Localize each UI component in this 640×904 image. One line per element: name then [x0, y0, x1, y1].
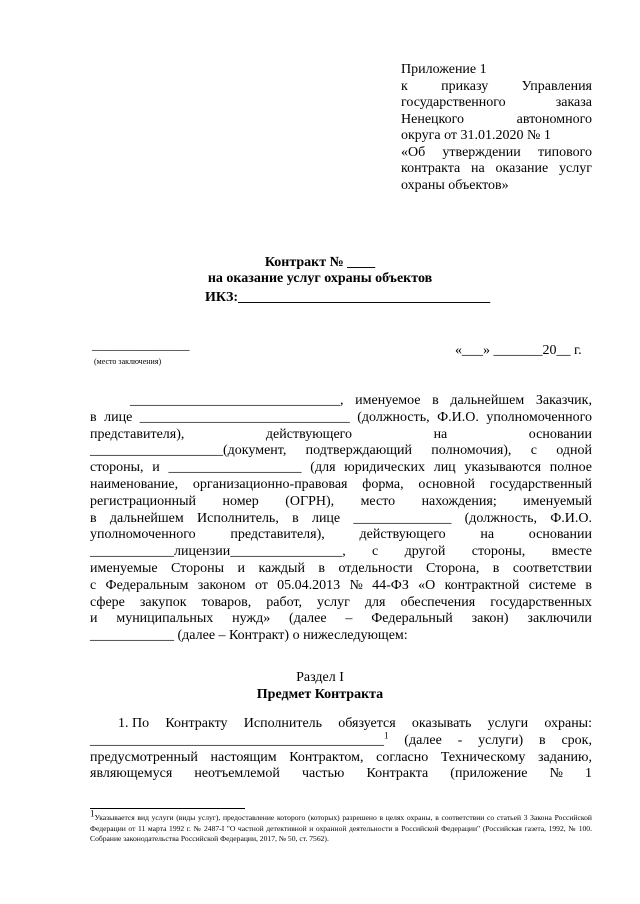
word: уполномоченного [90, 527, 196, 543]
section-number: Раздел I [296, 670, 344, 685]
word: согласно [376, 749, 429, 765]
contract-date: «___» _______20__ г. [455, 343, 582, 358]
word: охраны: [544, 716, 592, 731]
word: и [237, 560, 245, 576]
word: именуемый [523, 493, 592, 509]
word: настоящим [210, 749, 277, 765]
preamble-line [90, 460, 592, 477]
approval-word: Приложение 1 [401, 62, 487, 77]
word: действующего [265, 426, 353, 442]
word: (должность, [464, 510, 537, 526]
contract-title: Контракт № ____ [264, 255, 376, 270]
word: полное [549, 460, 592, 476]
clause-line [90, 750, 592, 767]
word: частью [301, 766, 345, 782]
word: в [539, 732, 546, 748]
word: государственный [489, 476, 592, 492]
word: в [292, 510, 299, 526]
word: заданию, [537, 749, 592, 765]
word: представителя), [230, 527, 325, 543]
word: уполномоченного [486, 409, 592, 425]
footnote-1 [90, 808, 592, 845]
word: нужд» [232, 611, 271, 627]
approval-block [401, 62, 592, 194]
word: ___________________ [168, 460, 302, 476]
word: в [318, 560, 326, 576]
section-title: Предмет Контракта [256, 687, 384, 702]
clause-1-paragraph [90, 716, 592, 783]
preamble-line [90, 494, 592, 511]
word: на [433, 426, 448, 442]
word: и [152, 460, 160, 476]
preamble-line [90, 628, 592, 645]
word: в [90, 510, 97, 526]
preamble-line [90, 611, 592, 628]
place-caption: (место заключения) [94, 357, 162, 366]
approval-word: охраны объектов» [401, 177, 509, 193]
word: и [90, 611, 98, 627]
word: именуемое [355, 393, 421, 408]
word: 1. По [118, 716, 150, 731]
word: (ОГРН), [285, 493, 335, 509]
word: с [90, 577, 97, 593]
word: (приложение [450, 766, 528, 782]
word: (далее [289, 611, 327, 627]
word: основании [528, 527, 592, 543]
approval-word: услуг [559, 161, 592, 176]
clause-line [90, 716, 592, 733]
word: (должность, [357, 409, 430, 425]
word: одной [556, 443, 592, 459]
word: с [372, 544, 379, 560]
approval-word: на [471, 161, 485, 176]
word: именуемые [90, 560, 158, 576]
approval-word: округа от 31.01.2020 № 1 [401, 128, 551, 143]
approval-line [401, 161, 592, 178]
word: (для [310, 460, 336, 476]
word: дальнейшем [450, 393, 525, 408]
word: каждый [258, 560, 305, 576]
footnote-mark: 1 [90, 808, 95, 819]
word: в [432, 393, 439, 408]
word: закон) [471, 611, 509, 627]
preamble-paragraph [90, 393, 592, 645]
word: действующего [359, 527, 446, 543]
word: № [549, 766, 563, 782]
approval-line [401, 178, 592, 195]
word: государственных [490, 594, 592, 610]
preamble-line [90, 561, 592, 578]
approval-word: Ненецкого [401, 111, 465, 127]
word: лице [311, 510, 341, 526]
approval-line [401, 145, 592, 162]
preamble-line [90, 578, 592, 595]
word: __________________________________________$^1$ [90, 730, 389, 748]
word: товаров, [201, 594, 252, 610]
contract-subtitle: на оказание услуг охраны объектов [207, 271, 433, 286]
word: 1 [585, 766, 592, 782]
word: на [480, 527, 495, 543]
preamble-line [90, 595, 592, 612]
word: ___________________(документ, [90, 443, 287, 459]
preamble-line [90, 477, 592, 494]
word: 05.04.2013 [277, 577, 341, 593]
word: – [345, 611, 353, 627]
approval-line [401, 95, 592, 112]
word: закупок [139, 594, 187, 610]
approval-word: утверждении [442, 144, 521, 160]
word: законом [197, 577, 246, 593]
word: наименование, [90, 476, 179, 492]
word: ______________________________, [130, 393, 344, 408]
clause-line [90, 766, 592, 783]
approval-line [401, 128, 592, 145]
word: «О [418, 577, 436, 593]
word: ____________лицензии________________, [90, 544, 346, 560]
word: нахождения; [421, 493, 497, 509]
word: Заказчик, [535, 393, 592, 408]
approval-line [401, 79, 592, 96]
word: ____________ (далее – Контракт) о нижеследующем: [90, 628, 408, 644]
word: вместе [551, 544, 592, 560]
word: организационно-правовая [192, 476, 348, 492]
preamble-line [90, 527, 592, 544]
preamble-line [90, 410, 592, 427]
word: обеспечения [400, 594, 476, 610]
word: дальнейшем [109, 510, 184, 526]
word: с [530, 443, 537, 459]
word: Контракта [366, 766, 429, 782]
word: регистрационный [90, 493, 197, 509]
word: услуги) [478, 732, 524, 748]
word: Федеральный [371, 611, 453, 627]
preamble-line [90, 511, 592, 528]
approval-word: «Об [401, 144, 426, 160]
approval-line [401, 112, 592, 129]
word: для [364, 594, 386, 610]
word: лиц [433, 460, 456, 476]
approval-word: оказание [495, 161, 549, 176]
word: форма, [362, 476, 404, 492]
approval-word: типового [537, 144, 592, 160]
ikz-line: ИКЗ:____________________________________ [205, 290, 491, 305]
word: место [360, 493, 396, 509]
word: № [349, 577, 363, 593]
word: являющемуся [90, 766, 173, 782]
footnote-reference: 1 [384, 730, 389, 741]
word: стороны, [90, 460, 144, 476]
word: контрактной [444, 577, 520, 593]
word: обязуется [338, 716, 396, 731]
word: отдельности [338, 560, 413, 576]
approval-word: заказа [555, 95, 592, 110]
preamble-line [90, 427, 592, 444]
word: Контракту [165, 716, 228, 731]
footnote-text: Указывается вид услуги (виды услуг), предоставление которого (которых) разрешено в целях охраны, в соответствии со статьей 3 Закона Российской Федерации от 11 марта 1992 г. № 2487-I "О частной детективной и охранной деятельности в Российской Федерации" (Российская газета, 1992, № 100. Собрание законодательства Российской Федерации, 2017, № 50, ст. 7562). [90, 813, 592, 843]
clause-line [90, 730, 592, 750]
word: неотъемлемой [194, 766, 280, 782]
word: Техническому [440, 749, 526, 765]
word: (далее [404, 732, 442, 748]
approval-word: к [401, 78, 408, 94]
preamble-line [90, 544, 592, 561]
word: заключили [527, 611, 592, 627]
word: предусмотренный [90, 749, 198, 765]
word: Стороны [171, 560, 225, 576]
word: 44-ФЗ [372, 577, 409, 593]
word: ______________ [353, 510, 452, 526]
word: номер [222, 493, 259, 509]
word: услуги [487, 716, 529, 731]
word: другой [404, 544, 446, 560]
preamble-line [90, 393, 592, 410]
word: работ, [266, 594, 302, 610]
word: подтверждающий [305, 443, 412, 459]
word: муниципальных [116, 611, 214, 627]
word: представителя), [90, 426, 185, 442]
word: Исполнитель [243, 716, 323, 731]
approval-word: автономного [516, 111, 592, 127]
preamble-line [90, 443, 592, 460]
word: Сторона, [426, 560, 480, 576]
word: срок, [561, 732, 592, 748]
word: системе [528, 577, 577, 593]
approval-word: государственного [401, 95, 506, 110]
word: Ф.И.О. [437, 409, 479, 425]
word: Контрактом, [289, 749, 364, 765]
approval-word: Управления [521, 78, 592, 94]
word: Ф.И.О. [550, 510, 592, 526]
approval-word: контракта [401, 161, 461, 176]
approval-line [401, 62, 592, 79]
word: - [457, 732, 463, 748]
approval-word: приказу [441, 78, 489, 94]
word: в [585, 577, 592, 593]
word: оказывать [411, 716, 472, 731]
word: указываются [464, 460, 542, 476]
footnote-divider [90, 808, 245, 809]
word: лице [104, 409, 133, 425]
word: юридических [344, 460, 425, 476]
word: в [90, 409, 97, 425]
word: основании [528, 426, 592, 442]
word: соответствии [512, 560, 592, 576]
word: от [254, 577, 268, 593]
word: полномочия), [431, 443, 512, 459]
word: стороны, [471, 544, 526, 560]
place-blank: _______________ [92, 337, 190, 352]
word: услуг [316, 594, 350, 610]
word: сфере [90, 594, 125, 610]
word: Федеральным [105, 577, 189, 593]
word: основной [418, 476, 476, 492]
word: ______________________________ [139, 409, 350, 425]
word: в [492, 560, 500, 576]
word: Исполнитель, [197, 510, 279, 526]
